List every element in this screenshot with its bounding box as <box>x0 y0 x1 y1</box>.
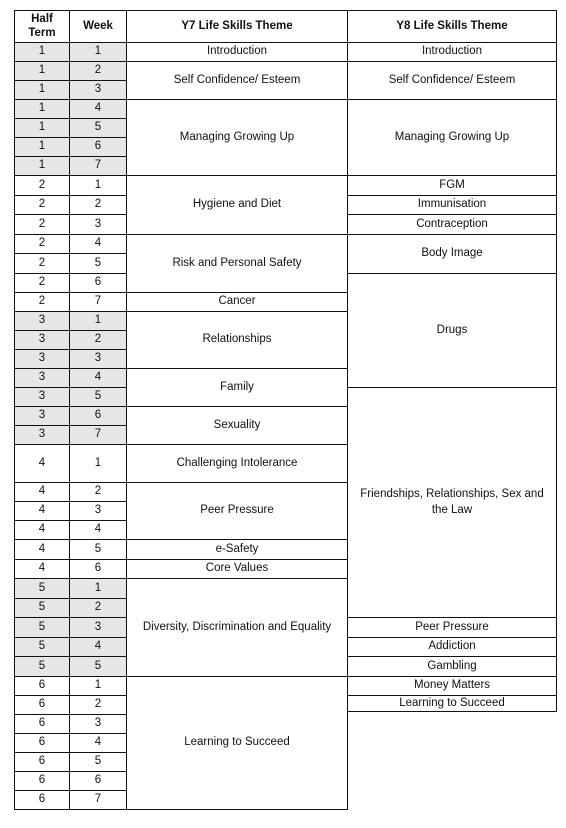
half-term-cell: 4 <box>14 559 70 579</box>
header-y7-theme: Y7 Life Skills Theme <box>126 10 348 43</box>
y7-theme-cell: Sexuality <box>126 406 348 445</box>
half-term-cell: 2 <box>14 292 70 312</box>
week-cell: 2 <box>69 330 127 350</box>
y7-theme-cell: Cancer <box>126 292 348 312</box>
y8-theme-cell: FGM <box>347 175 557 196</box>
week-cell: 5 <box>69 656 127 677</box>
y7-theme-cell: Relationships <box>126 311 348 369</box>
header-half-term: Half Term <box>14 10 70 43</box>
half-term-cell: 3 <box>14 387 70 407</box>
week-cell: 6 <box>69 137 127 157</box>
y8-theme-cell: Addiction <box>347 637 557 657</box>
half-term-cell: 2 <box>14 234 70 254</box>
y7-theme-cell: Learning to Succeed <box>126 676 348 810</box>
y8-theme-cell: Friendships, Relationships, Sex and the Law <box>347 387 557 618</box>
week-cell: 5 <box>69 253 127 274</box>
half-term-cell: 3 <box>14 349 70 369</box>
week-cell: 1 <box>69 175 127 196</box>
y8-theme-cell: Immunisation <box>347 195 557 215</box>
half-term-cell: 1 <box>14 80 70 100</box>
half-term-cell: 2 <box>14 273 70 293</box>
header-y8-theme: Y8 Life Skills Theme <box>347 10 557 43</box>
y7-theme-cell: Diversity, Discrimination and Equality <box>126 578 348 677</box>
week-cell: 3 <box>69 349 127 369</box>
week-cell: 3 <box>69 214 127 235</box>
half-term-cell: 6 <box>14 676 70 696</box>
y8-theme-cell: Gambling <box>347 656 557 677</box>
half-term-cell: 2 <box>14 214 70 235</box>
week-cell: 4 <box>69 637 127 657</box>
week-cell: 7 <box>69 790 127 810</box>
half-term-cell: 1 <box>14 137 70 157</box>
week-cell: 7 <box>69 156 127 176</box>
week-cell: 6 <box>69 559 127 579</box>
y7-theme-cell: Risk and Personal Safety <box>126 234 348 293</box>
half-term-cell: 1 <box>14 118 70 138</box>
half-term-cell: 1 <box>14 61 70 81</box>
life-skills-table <box>14 10 557 816</box>
half-term-cell: 3 <box>14 406 70 426</box>
half-term-cell: 4 <box>14 501 70 521</box>
y7-theme-cell: Self Confidence/ Esteem <box>126 61 348 100</box>
y7-theme-cell: Hygiene and Diet <box>126 175 348 235</box>
header-week: Week <box>69 10 127 43</box>
week-cell: 5 <box>69 752 127 772</box>
half-term-cell: 1 <box>14 42 70 62</box>
half-term-cell: 1 <box>14 156 70 176</box>
week-cell: 5 <box>69 539 127 560</box>
half-term-cell: 5 <box>14 637 70 657</box>
week-cell: 6 <box>69 771 127 791</box>
y7-theme-cell: Core Values <box>126 559 348 579</box>
half-term-cell: 2 <box>14 195 70 215</box>
week-cell: 2 <box>69 61 127 81</box>
week-cell: 2 <box>69 598 127 618</box>
week-cell: 5 <box>69 387 127 407</box>
y8-theme-cell: Money Matters <box>347 676 557 696</box>
week-cell: 1 <box>69 578 127 599</box>
half-term-cell: 3 <box>14 425 70 445</box>
week-cell: 3 <box>69 501 127 521</box>
week-cell: 2 <box>69 195 127 215</box>
week-cell: 1 <box>69 42 127 62</box>
y8-theme-cell: Body Image <box>347 234 557 274</box>
week-cell: 1 <box>69 311 127 331</box>
week-cell: 1 <box>69 444 127 483</box>
week-cell: 4 <box>69 733 127 753</box>
half-term-cell: 3 <box>14 311 70 331</box>
y8-theme-cell: Contraception <box>347 214 557 235</box>
y8-theme-cell: Drugs <box>347 273 557 388</box>
half-term-cell: 2 <box>14 253 70 274</box>
y8-theme-cell: Self Confidence/ Esteem <box>347 61 557 100</box>
y7-theme-cell: Managing Growing Up <box>126 99 348 176</box>
half-term-cell: 6 <box>14 733 70 753</box>
half-term-cell: 4 <box>14 520 70 540</box>
half-term-cell: 5 <box>14 617 70 638</box>
y7-theme-cell: Family <box>126 368 348 407</box>
half-term-cell: 4 <box>14 482 70 502</box>
week-cell: 6 <box>69 273 127 293</box>
half-term-cell: 4 <box>14 444 70 483</box>
week-cell: 4 <box>69 99 127 119</box>
y8-theme-cell: Learning to Succeed <box>347 695 557 712</box>
half-term-cell: 6 <box>14 695 70 715</box>
half-term-cell: 5 <box>14 598 70 618</box>
half-term-cell: 5 <box>14 656 70 677</box>
half-term-cell: 6 <box>14 752 70 772</box>
week-cell: 5 <box>69 118 127 138</box>
half-term-cell: 6 <box>14 790 70 810</box>
week-cell: 7 <box>69 425 127 445</box>
half-term-cell: 6 <box>14 771 70 791</box>
y7-theme-cell: Peer Pressure <box>126 482 348 540</box>
week-cell: 7 <box>69 292 127 312</box>
week-cell: 3 <box>69 617 127 638</box>
week-cell: 4 <box>69 234 127 254</box>
week-cell: 2 <box>69 482 127 502</box>
y7-theme-cell: e-Safety <box>126 539 348 560</box>
half-term-cell: 6 <box>14 714 70 734</box>
y7-theme-cell: Introduction <box>126 42 348 62</box>
week-cell: 1 <box>69 676 127 696</box>
week-cell: 4 <box>69 520 127 540</box>
week-cell: 4 <box>69 368 127 388</box>
week-cell: 3 <box>69 714 127 734</box>
half-term-cell: 3 <box>14 368 70 388</box>
y8-theme-cell: Managing Growing Up <box>347 99 557 176</box>
week-cell: 6 <box>69 406 127 426</box>
half-term-cell: 4 <box>14 539 70 560</box>
week-cell: 3 <box>69 80 127 100</box>
y8-theme-cell: Introduction <box>347 42 557 62</box>
half-term-cell: 3 <box>14 330 70 350</box>
y7-theme-cell: Challenging Intolerance <box>126 444 348 483</box>
half-term-cell: 2 <box>14 175 70 196</box>
half-term-cell: 1 <box>14 99 70 119</box>
half-term-cell: 5 <box>14 578 70 599</box>
week-cell: 2 <box>69 695 127 715</box>
y8-theme-cell: Peer Pressure <box>347 617 557 638</box>
